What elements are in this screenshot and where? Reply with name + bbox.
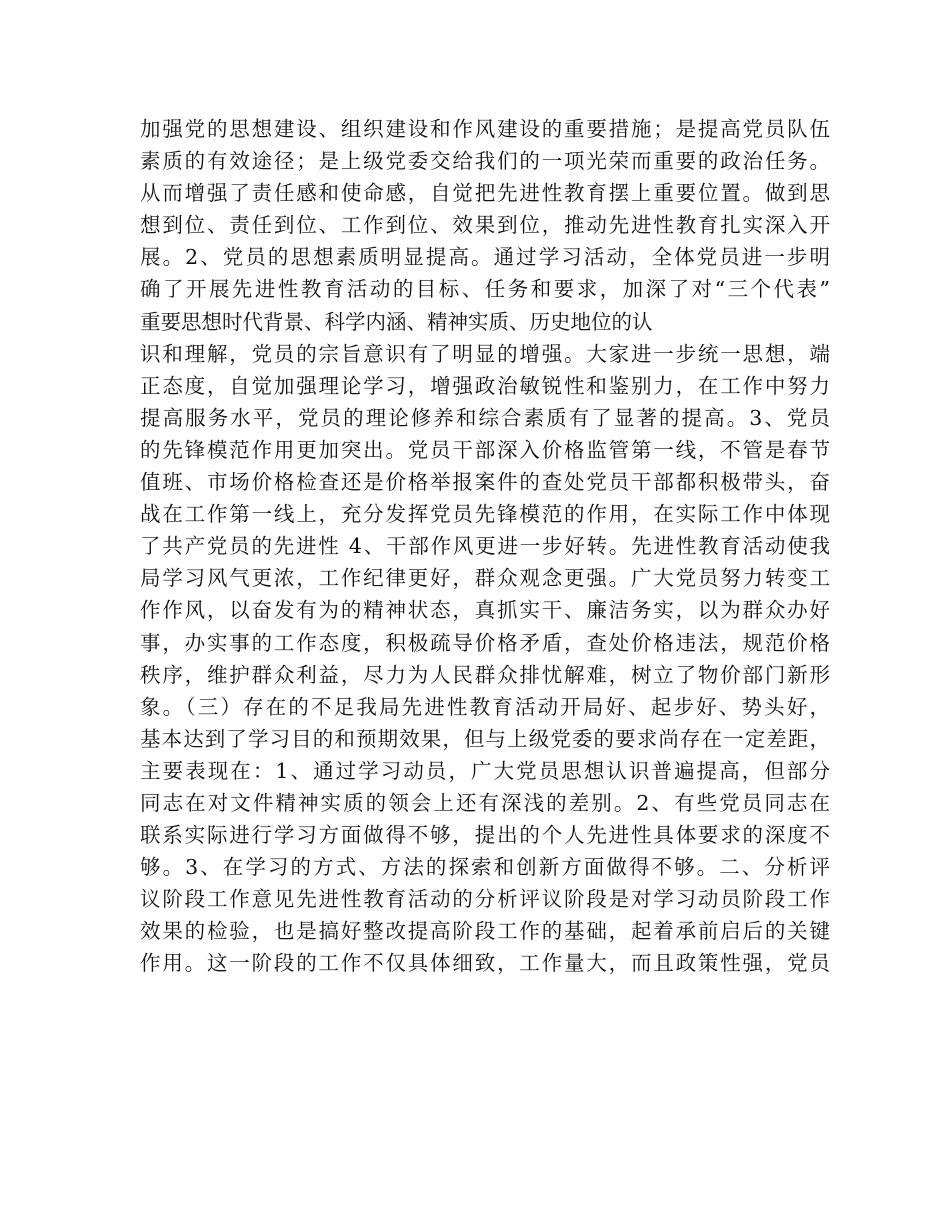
text-line: 素质的有效途径；是上级党委交给我们的一项光荣而重要的政治任务。 [140,149,830,174]
text-line: 战在工作第一线上，充分发挥党员先锋模范的作用，在实际工作中体现 [140,502,830,527]
text-line: 事，办实事的工作态度，积极疏导价格矛盾，查处价格违法，规范价格 [140,630,830,655]
text-line: 加强党的思想建设、组织建设和作风建设的重要措施；是提高党员队伍 [140,117,830,141]
text-line: 主要表现在：1、通过学习动员，广大党员思想认识普遍提高，但部分 [140,758,830,783]
text-line: 象。（三）存在的不足我局先进性教育活动开局好、起步好、势头好， [140,694,830,719]
text-line: 值班、市场价格检查还是价格举报案件的查处党员干部都积极带头，奋 [140,470,830,495]
body-text [140,113,830,980]
text-line: 秩序，维护群众利益，尽力为人民群众排忧解难，树立了物价部门新形 [140,662,830,687]
text-line: 确了开展先进性教育活动的目标、任务和要求，加深了对“三个代表” [140,277,830,302]
text-line: 想到位、责任到位、工作到位、效果到位，推动先进性教育扎实深入开 [140,213,830,238]
text-line: 联系实际进行学习方面做得不够，提出的个人先进性具体要求的深度不 [140,823,830,848]
text-line: 作用。这一阶段的工作不仅具体细致，工作量大，而且政策性强，党员 [140,951,830,976]
text-line: 从而增强了责任感和使命感，自觉把先进性教育摆上重要位置。做到思 [140,181,830,206]
text-line: 议阶段工作意见先进性教育活动的分析评议阶段是对学习动员阶段工作 [140,887,830,912]
text-line: 基本达到了学习目的和预期效果，但与上级党委的要求尚存在一定差距， [140,726,830,751]
text-line: 够。3、在学习的方式、方法的探索和创新方面做得不够。二、分析评 [140,855,830,880]
text-line: 识和理解，党员的宗旨意识有了明显的增强。大家进一步统一思想，端 [140,341,830,366]
text-line: 作作风，以奋发有为的精神状态，真抓实干、廉洁务实，以为群众办好 [140,598,830,623]
text-line: 正态度，自觉加强理论学习，增强政治敏锐性和鉴别力，在工作中努力 [140,373,830,398]
text-line: 提高服务水平，党员的理论修养和综合素质有了显著的提高。3、党员 [140,405,830,430]
text-line: 了共产党员的先进性 4、干部作风更进一步好转。先进性教育活动使我 [140,534,830,559]
text-line: 的先锋模范作用更加突出。党员干部深入价格监管第一线，不管是春节 [140,437,830,462]
text-line: 重要思想时代背景、科学内涵、精神实质、历史地位的认 [140,309,653,334]
text-line: 展。2、党员的思想素质明显提高。通过学习活动，全体党员进一步明 [140,245,830,270]
text-line: 局学习风气更浓，工作纪律更好，群众观念更强。广大党员努力转变工 [140,566,830,591]
text-line: 效果的检验，也是搞好整改提高阶段工作的基础，起着承前启后的关键 [140,919,830,944]
text-line: 同志在对文件精神实质的领会上还有深浅的差别。2、有些党员同志在 [140,790,830,815]
